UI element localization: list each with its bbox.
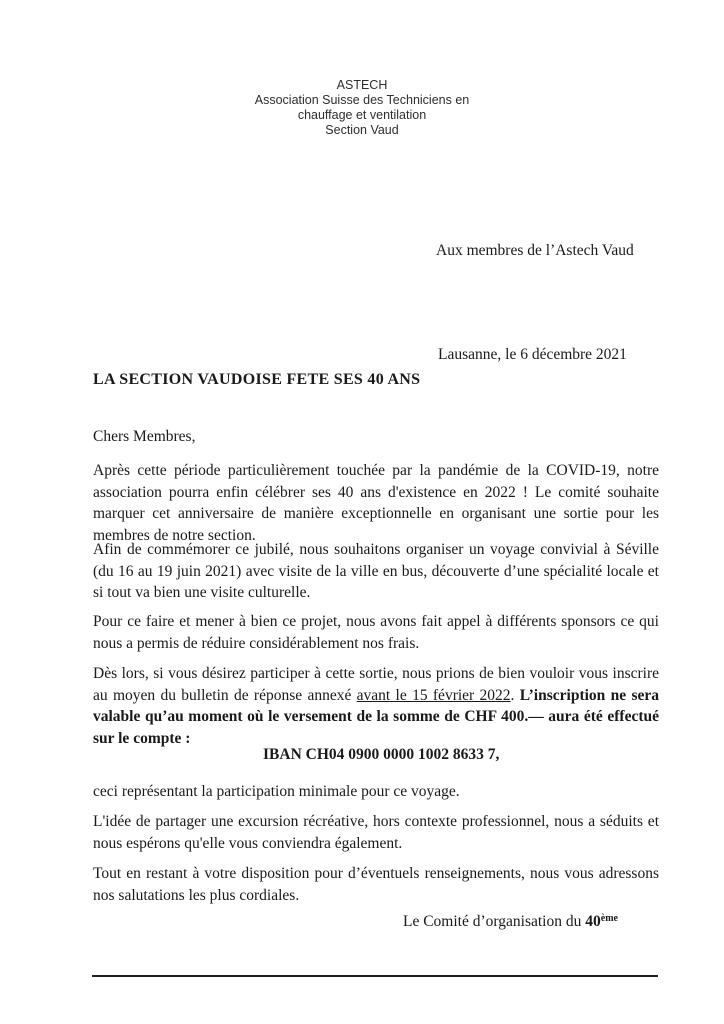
letter-title: LA SECTION VAUDOISE FETE SES 40 ANS	[93, 371, 421, 388]
paragraph-sponsors: Pour ce faire et mener à bien ce projet, nous avons fait appel à différents sponsors ce qui nous a permis de réduire considérablement nos frais.	[93, 613, 659, 652]
signature-prefix: Le Comité d’organisation du	[403, 913, 586, 930]
paragraph-voyage-seville: Afin de commémorer ce jubilé, nous souhaitons organiser un voyage convivial à Séville (du 16 au 19 juin 2021) avec visite de la ville en bus, découverte d’une spécialité locale et si tout va bien une visite culturelle.	[93, 541, 659, 601]
iban-line: IBAN CH04 0900 0000 1002 8633 7,	[263, 746, 500, 763]
paragraph-inscription	[93, 663, 659, 749]
paragraph-participation: ceci représentant la participation minimale pour ce voyage.	[93, 783, 460, 800]
signature-number: 40	[585, 913, 601, 930]
paragraph-salutations: Tout en restant à votre disposition pour d’éventuels renseignements, nous vous adressons nos salutations les plus cordiales.	[93, 865, 659, 904]
letterhead-section: Section Vaud	[325, 123, 399, 137]
inscription-intro: Dès lors, si vous désirez participer à cette sortie, nous prions de bien vouloir vous inscrire au moyen du bulletin de réponse annexé	[93, 665, 659, 704]
salutation: Chers Membres,	[93, 428, 196, 445]
letterhead	[0, 78, 724, 138]
letterhead-org-acronym: ASTECH	[336, 78, 388, 92]
letterhead-org-name-2: chauffage et ventilation	[297, 108, 427, 122]
inscription-bold-terms: L’inscription ne sera valable qu’au moment où le versement de la somme de CHF 400.— aura été effectué sur le compte :	[93, 686, 659, 747]
date-line: Lausanne, le 6 décembre 2021	[438, 346, 627, 363]
inscription-deadline-underline: avant le 15 février 2022	[356, 686, 511, 704]
signature-line	[403, 911, 618, 935]
inscription-separator: .	[510, 686, 520, 704]
paragraph-apres-covid: Après cette période particulièrement touchée par la pandémie de la COVID-19, notre association pourra enfin célébrer ses 40 ans d'existence en 2022 ! Le comité souhaite marquer cet anniversaire de manière exceptionnelle en organisant une sortie pour les membres de notre section.	[93, 462, 659, 544]
paragraph-excursion: L'idée de partager une excursion récréative, hors contexte professionnel, nous a séduits et nous espérons qu'elle vous conviendra également.	[93, 813, 659, 852]
signature-ordinal: ème	[600, 913, 618, 924]
footer-divider	[92, 975, 658, 977]
recipient-line: Aux membres de l’Astech Vaud	[436, 242, 634, 259]
letterhead-org-name: Association Suisse des Techniciens en	[254, 93, 470, 107]
